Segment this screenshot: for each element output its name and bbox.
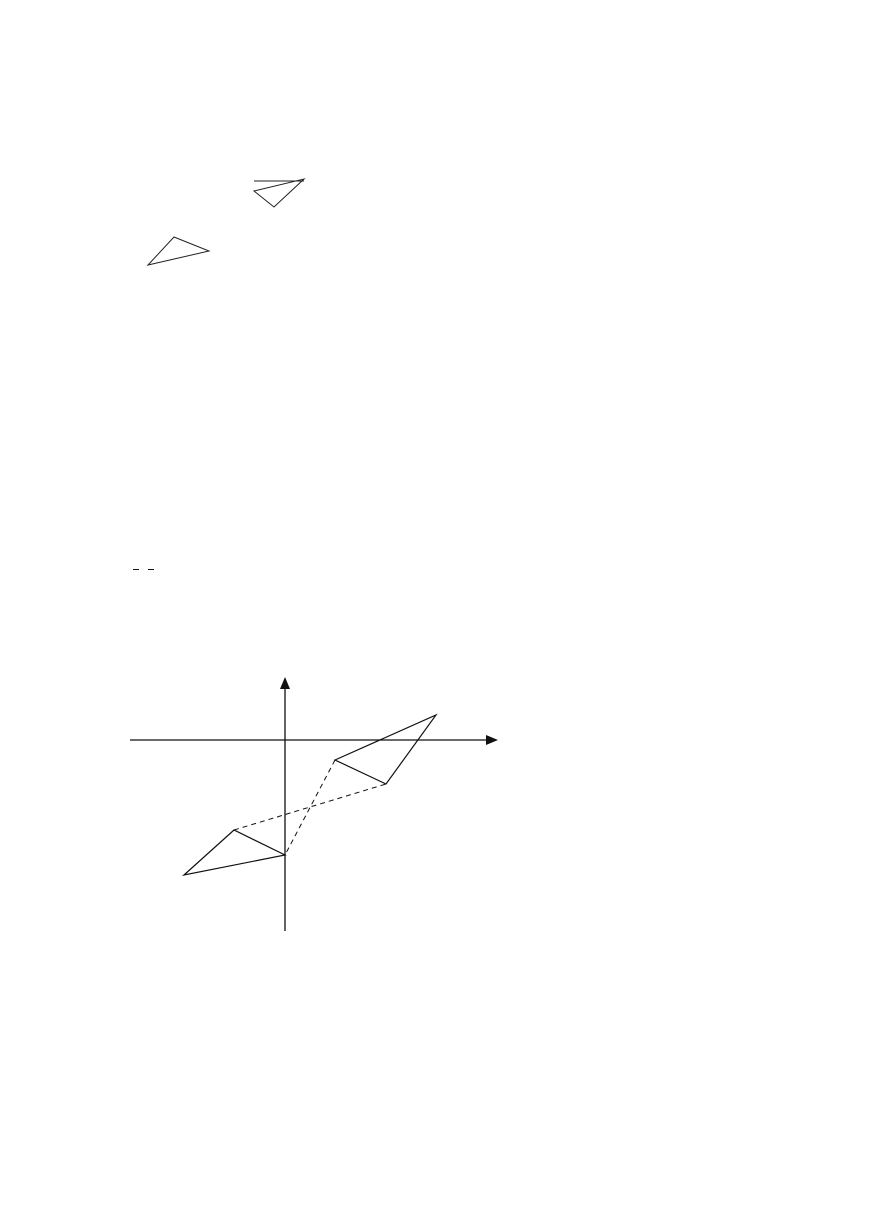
triangle-def xyxy=(184,830,285,875)
fraction-x-num xyxy=(133,569,139,570)
q11-option-a[interactable] xyxy=(131,1078,135,1103)
q11-option-c[interactable] xyxy=(487,1078,491,1103)
q11-stem-line1 xyxy=(131,1002,136,1027)
dashed-fc xyxy=(234,784,386,830)
x-axis-arrow-icon xyxy=(486,735,498,745)
q10-small-figure xyxy=(130,163,322,281)
fraction-y-num xyxy=(148,569,154,570)
small-triangle-abc xyxy=(254,179,304,207)
fraction-y xyxy=(148,569,154,570)
triangle-abc xyxy=(335,715,436,784)
y-axis-arrow-icon xyxy=(280,677,290,689)
q10-big-figure xyxy=(130,675,510,935)
step3 xyxy=(131,559,156,579)
q11-option-b[interactable] xyxy=(309,1078,313,1103)
small-triangle-def xyxy=(148,237,209,265)
dashed-ad xyxy=(285,760,335,855)
fraction-x xyxy=(133,569,139,570)
